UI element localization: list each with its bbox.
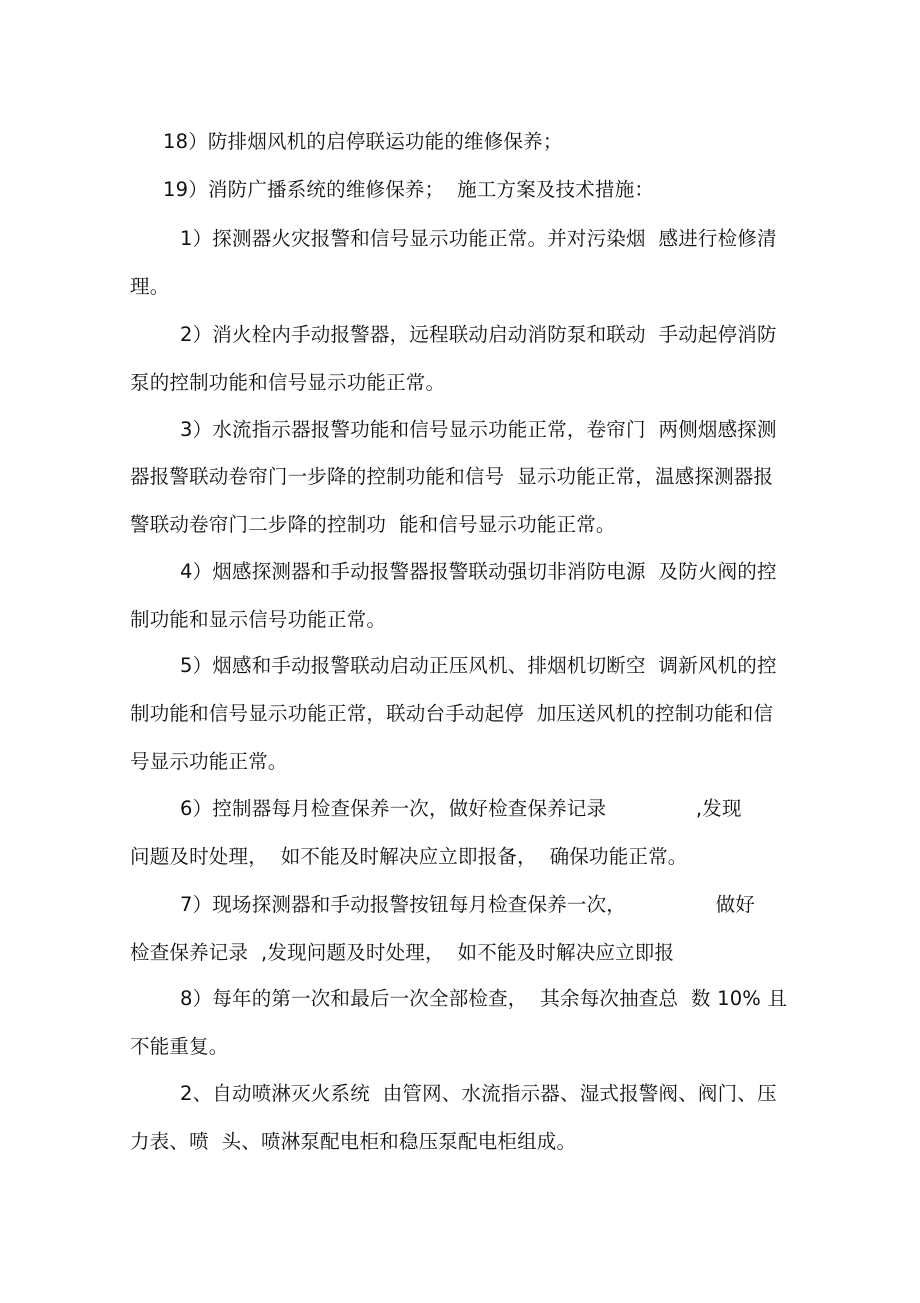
paragraph-i3-line-2: 器报警联动卷帘门一步降的控制功能和信号 显示功能正常，温感探测器报 — [130, 465, 774, 488]
paragraph-i3-first-line: 3）水流指示器报警功能和信号显示功能正常，卷帘门 两侧烟感探测 — [180, 418, 777, 441]
paragraph-i8-line-2: 不能重复。 — [130, 1035, 229, 1058]
paragraph-i4-line-2: 制功能和显示信号功能正常。 — [130, 608, 387, 631]
paragraph-i1-first-line: 1）探测器火灾报警和信号显示功能正常。并对污染烟 感进行检修清 — [180, 227, 777, 250]
paragraph-i6-first-line: 6）控制器每月检查保养一次，做好检查保养记录 ,发现 — [180, 797, 742, 820]
paragraph-i2-first-line: 2）消火栓内手动报警器，远程联动启动消防泵和联动 手动起停消防 — [180, 323, 777, 346]
paragraph-i4-first-line: 4）烟感探测器和手动报警器报警联动强切非消防电源 及防火阀的控 — [180, 560, 777, 583]
paragraph-p19-first-line: 19）消防广播系统的维修保养； 施工方案及技术措施： — [163, 178, 655, 201]
paragraph-i7-line-2: 检查保养记录 ,发现问题及时处理， 如不能及时解决应立即报 — [130, 941, 675, 964]
paragraph-i1-line-2: 理。 — [130, 275, 170, 298]
paragraph-s2-first-line: 2、自动喷淋灭火系统 由管网、水流指示器、湿式报警阀、阀门、压 — [180, 1082, 777, 1105]
paragraph-i3-line-3: 警联动卷帘门二步降的控制功 能和信号显示功能正常。 — [130, 512, 616, 536]
paragraph-i2-line-2: 泵的控制功能和信号显示功能正常。 — [130, 371, 446, 394]
paragraph-i5-line-3: 号显示功能正常。 — [130, 749, 288, 773]
paragraph-i8-first-line: 8）每年的第一次和最后一次全部检查， 其余每次抽查总 数 10% 且 — [180, 987, 788, 1010]
paragraph-i7-first-line: 7）现场探测器和手动报警按钮每月检查保养一次， 做好 — [180, 893, 755, 916]
paragraph-p18-first-line: 18）防排烟风机的启停联运功能的维修保养； — [163, 130, 563, 153]
paragraph-i5-line-2: 制功能和信号显示功能正常，联动台手动起停 加压送风机的控制功能和信 — [130, 702, 774, 725]
paragraph-i5-first-line: 5）烟感和手动报警联动启动正压风机、排烟机切断空 调新风机的控 — [180, 654, 777, 677]
paragraph-i6-line-2: 问题及时处理， 如不能及时解决应立即报备， 确保功能正常。 — [130, 845, 688, 868]
paragraph-s2-line-2: 力表、喷 头、喷淋泵配电柜和稳压泵配电柜组成。 — [130, 1130, 577, 1153]
